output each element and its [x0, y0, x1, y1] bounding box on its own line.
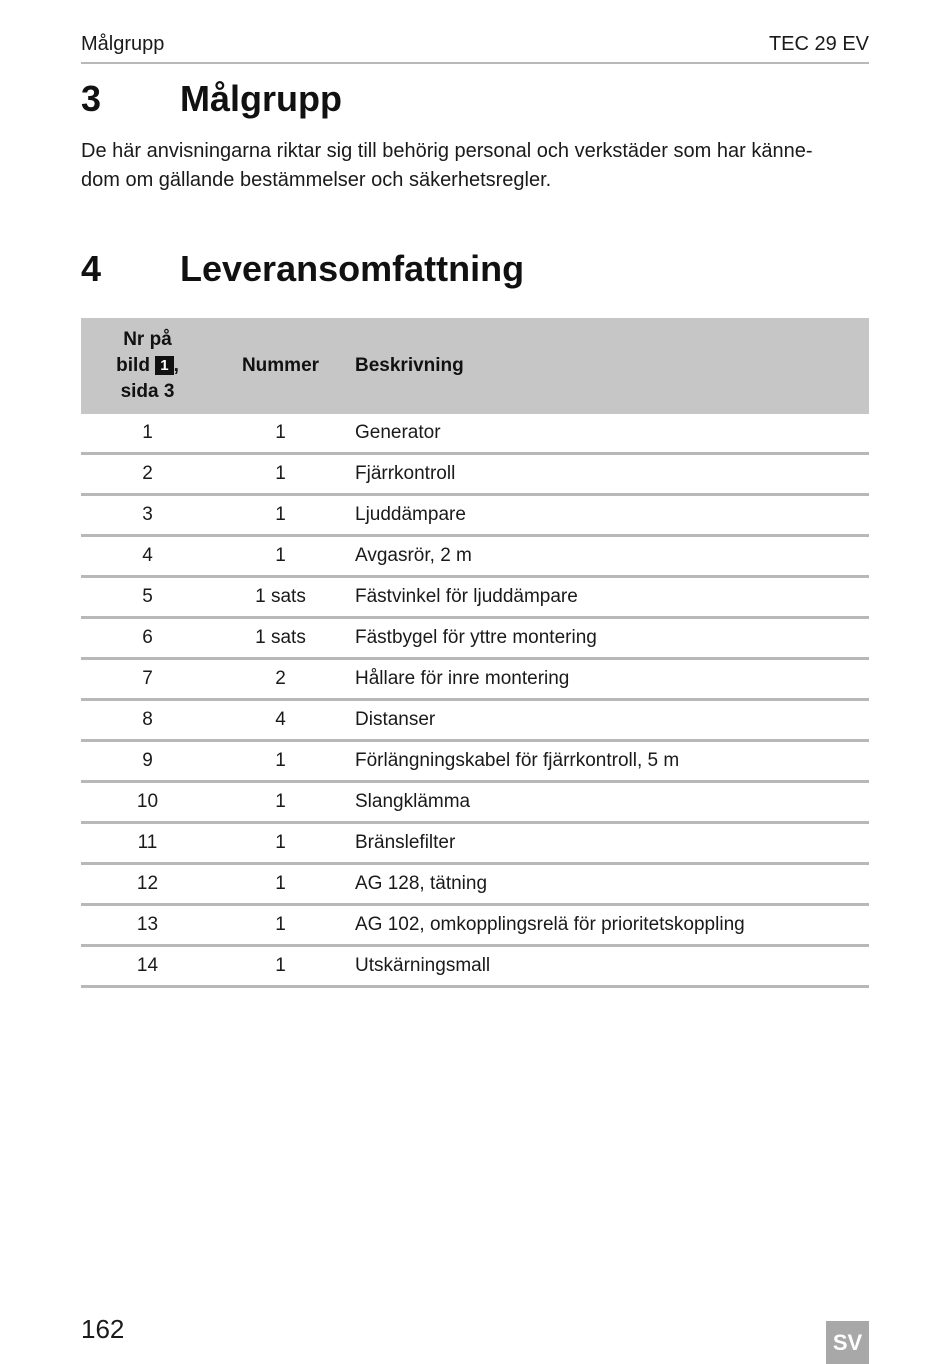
header-section-name: Målgrupp	[81, 33, 165, 55]
row-nr: 4	[81, 536, 214, 577]
row-description: Fjärrkontroll	[347, 454, 869, 495]
paragraph-line: dom om gällande bestämmelser och säkerhetsregler.	[81, 169, 552, 191]
row-description: Slangklämma	[347, 782, 869, 823]
row-quantity: 1	[214, 946, 347, 987]
row-quantity: 1	[214, 823, 347, 864]
table-row	[81, 618, 869, 659]
table-row	[81, 864, 869, 905]
delivery-table	[81, 318, 869, 988]
row-nr: 8	[81, 700, 214, 741]
section-3-heading	[81, 78, 869, 124]
figure-reference-badge: 1	[155, 356, 173, 375]
row-description: Distanser	[347, 700, 869, 741]
row-description: Förlängningskabel för fjärrkontroll, 5 m	[347, 741, 869, 782]
header-product-name: TEC 29 EV	[768, 33, 869, 55]
table-row	[81, 454, 869, 495]
header-nr-line3: sida 3	[120, 381, 175, 402]
row-description: Generator	[347, 414, 869, 454]
table-header-row	[81, 318, 869, 414]
header-nr-line1: Nr på	[123, 329, 172, 350]
table-row	[81, 495, 869, 536]
table-body	[81, 414, 869, 987]
header-nr	[81, 318, 214, 414]
header-number: Nummer	[214, 318, 347, 414]
row-description: Utskärningsmall	[347, 946, 869, 987]
row-nr: 3	[81, 495, 214, 536]
table-header	[81, 318, 869, 414]
row-nr: 1	[81, 414, 214, 454]
row-description: Bränslefilter	[347, 823, 869, 864]
table-row	[81, 536, 869, 577]
language-badge: SV	[826, 1321, 869, 1364]
row-nr: 12	[81, 864, 214, 905]
running-header	[81, 30, 869, 64]
row-quantity: 1	[214, 905, 347, 946]
row-quantity: 4	[214, 700, 347, 741]
page-number: 162	[81, 1314, 125, 1344]
row-description: AG 128, tätning	[347, 864, 869, 905]
row-quantity: 1 sats	[214, 618, 347, 659]
row-quantity: 1	[214, 414, 347, 454]
header-nr-comma: ,	[173, 355, 179, 376]
row-nr: 11	[81, 823, 214, 864]
row-quantity: 1	[214, 741, 347, 782]
row-nr: 2	[81, 454, 214, 495]
row-quantity: 1	[214, 454, 347, 495]
row-description: Hållare för inre montering	[347, 659, 869, 700]
row-quantity: 2	[214, 659, 347, 700]
table-row	[81, 946, 869, 987]
table-row	[81, 905, 869, 946]
row-description: AG 102, omkopplingsrelä för prioritetskoppling	[347, 905, 869, 946]
table-row	[81, 577, 869, 618]
table-row	[81, 659, 869, 700]
table-row	[81, 823, 869, 864]
row-nr: 14	[81, 946, 214, 987]
row-quantity: 1	[214, 495, 347, 536]
section-3-paragraph	[81, 137, 869, 195]
table-row	[81, 700, 869, 741]
row-quantity: 1	[214, 782, 347, 823]
row-nr: 13	[81, 905, 214, 946]
header-nr-line2-prefix: bild	[116, 355, 150, 376]
row-nr: 10	[81, 782, 214, 823]
row-description: Avgasrör, 2 m	[347, 536, 869, 577]
row-nr: 5	[81, 577, 214, 618]
row-nr: 9	[81, 741, 214, 782]
section-4-number: 4	[81, 248, 102, 289]
row-quantity: 1	[214, 536, 347, 577]
header-description: Beskrivning	[347, 318, 869, 414]
section-3-title: Målgrupp	[180, 78, 342, 119]
paragraph-line: De här anvisningarna riktar sig till behörig personal och verkstäder som har känne-	[81, 140, 813, 162]
section-4-title: Leveransomfattning	[180, 248, 525, 289]
row-description: Ljuddämpare	[347, 495, 869, 536]
row-quantity: 1	[214, 864, 347, 905]
row-quantity: 1 sats	[214, 577, 347, 618]
table-row	[81, 741, 869, 782]
row-nr: 6	[81, 618, 214, 659]
row-description: Fästbygel för yttre montering	[347, 618, 869, 659]
section-4-heading	[81, 248, 869, 294]
row-nr: 7	[81, 659, 214, 700]
table-row	[81, 782, 869, 823]
table-row	[81, 414, 869, 454]
row-description: Fästvinkel för ljuddämpare	[347, 577, 869, 618]
section-3-number: 3	[81, 78, 102, 119]
